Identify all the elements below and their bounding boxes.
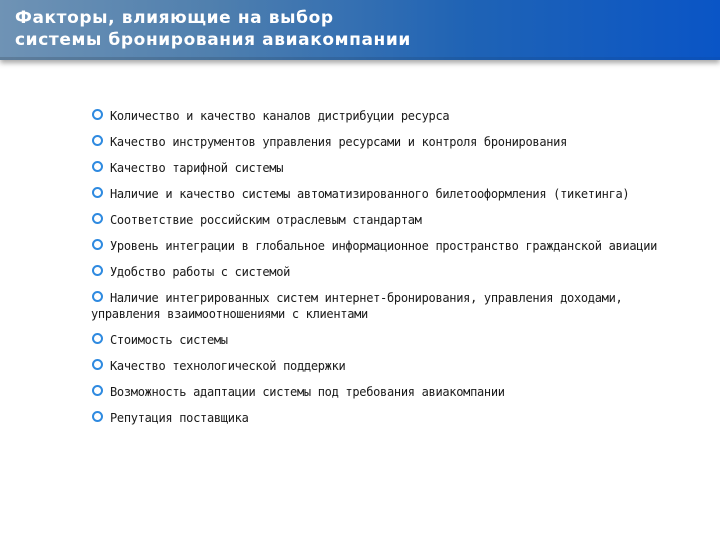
list-item-text: Соответствие российским отраслевым стандартам (110, 213, 422, 227)
slide-title-line-1: Факторы, влияющие на выбор (15, 8, 334, 28)
list-item (91, 358, 691, 374)
ring-bullet-icon (92, 161, 103, 172)
ring-bullet-icon (92, 385, 103, 396)
list-item-text: Репутация поставщика (110, 411, 249, 425)
list-item-text: Возможность адаптации системы под требования авиакомпании (110, 385, 505, 399)
list-item-text: Количество и качество каналов дистрибуции ресурса (110, 109, 450, 123)
list-item-text: Наличие интегрированных систем интернет-бронирования, управления доходами, управления взаимоотношениями с клиентами (91, 291, 623, 321)
list-item (91, 410, 691, 426)
list-item-text: Наличие и качество системы автоматизированного билетооформления (тикетинга) (110, 187, 630, 201)
list-item (91, 384, 691, 400)
list-item (91, 108, 691, 124)
list-item (91, 160, 691, 176)
ring-bullet-icon (92, 109, 103, 120)
ring-bullet-icon (92, 239, 103, 250)
ring-bullet-icon (92, 265, 103, 276)
ring-bullet-icon (92, 213, 103, 224)
list-item (91, 332, 691, 348)
list-item-text: Удобство работы с системой (110, 265, 291, 279)
list-item-text: Качество инструментов управления ресурсами и контроля бронирования (110, 135, 568, 149)
ring-bullet-icon (92, 359, 103, 370)
list-item-text: Стоимость системы (110, 333, 228, 347)
list-item-text: Качество технологической поддержки (110, 359, 346, 373)
ring-bullet-icon (92, 333, 103, 344)
title-bar (0, 0, 720, 60)
slide-title (15, 7, 411, 51)
list-item (91, 238, 691, 254)
list-item (91, 264, 691, 280)
list-item-text: Качество тарифной системы (110, 161, 284, 175)
ring-bullet-icon (92, 291, 103, 302)
list-item (91, 134, 691, 150)
list-item (91, 186, 691, 202)
list-item (91, 290, 691, 322)
ring-bullet-icon (92, 411, 103, 422)
list-item (91, 212, 691, 228)
ring-bullet-icon (92, 135, 103, 146)
factors-list (91, 108, 691, 436)
slide-title-line-2: системы бронирования авиакомпании (15, 30, 411, 50)
ring-bullet-icon (92, 187, 103, 198)
list-item-text: Уровень интеграции в глобальное информационное пространство гражданской авиации (110, 239, 658, 253)
